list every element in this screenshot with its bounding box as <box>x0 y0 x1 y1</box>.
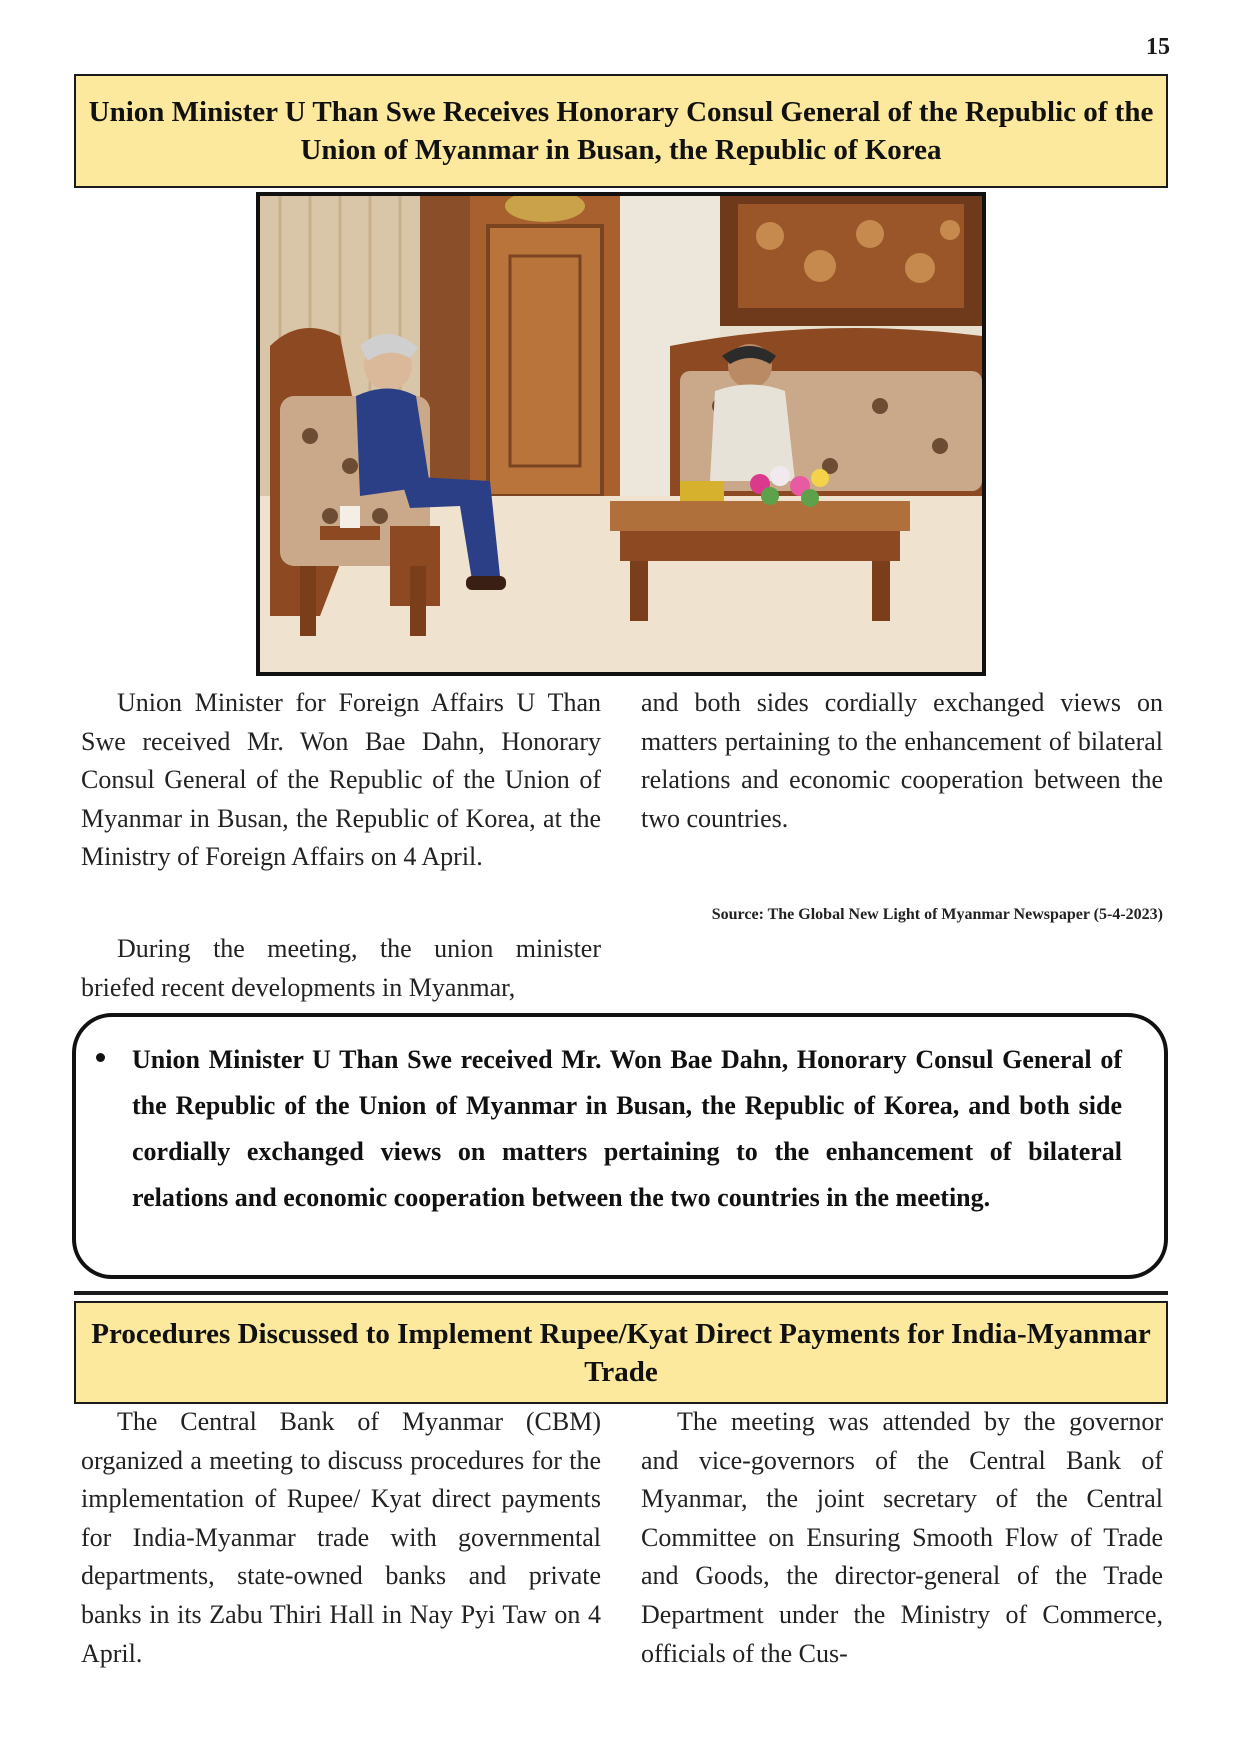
paragraph: and both sides cordially exchanged views on matters pertaining to the enhancement of bilateral relations and economic cooperation between the two countries. <box>641 688 1163 833</box>
meeting-photo-illustration <box>260 196 982 672</box>
paragraph: The Central Bank of Myanmar (CBM) organized a meeting to discuss procedures for the implementation of Rupee/ Kyat direct payments for India-Myanmar trade with governmental departments, state-owned banks and private banks in its Zabu Thiri Hall in Nay Pyi Taw on 4 April. <box>81 1407 601 1668</box>
article-headline <box>74 74 1168 188</box>
headline-text: Procedures Discussed to Implement Rupee/Kyat Direct Payments for India-Myanmar Trade <box>91 1317 1151 1388</box>
paragraph: Union Minister for Foreign Affairs U Than Swe received Mr. Won Bae Dahn, Honorary Consul General of the Republic of the Union of Myanmar in Busan, the Republic of Korea, at the Ministry of Foreign Affairs on 4 April. <box>81 688 601 872</box>
paragraph: The meeting was attended by the governor and vice-governors of the Central Bank of Myanmar, the joint secretary of the Central Committee on Ensuring Smooth Flow of Trade and Goods, the director-general of the Trade Department under the Ministry of Commerce, officials of the Cus- <box>641 1407 1163 1668</box>
article2-column-left <box>81 1403 601 1673</box>
article1-column-right <box>641 684 1163 838</box>
source-citation: Source: The Global New Light of Myanmar Newspaper (5-4-2023) <box>711 906 1163 923</box>
meeting-photo <box>256 192 986 676</box>
summary-box <box>72 1013 1168 1279</box>
article1-column-left-p2 <box>81 930 601 1007</box>
headline-text: Union Minister U Than Swe Receives Honorary Consul General of the Republic of the Union of Myanmar in Busan, the Republic of Korea <box>88 96 1154 166</box>
page-number: 15 <box>1146 34 1170 60</box>
summary-item: Union Minister U Than Swe received Mr. Won Bae Dahn, Honorary Consul General of the Republic of the Union of Myanmar in Busan, the Republic of Korea, and both side cordially exchanged views on matters pertaining to the enhancement of bilateral relations and economic cooperation between the two countries in the meeting. <box>132 1045 1122 1212</box>
paragraph: During the meeting, the union minister briefed recent developments in Myanmar, <box>81 934 601 1002</box>
article1-column-left-p1 <box>81 684 601 877</box>
article-headline <box>74 1301 1168 1404</box>
section-divider <box>74 1291 1168 1295</box>
article2-column-right <box>641 1403 1163 1673</box>
bullet-icon <box>96 1053 105 1062</box>
